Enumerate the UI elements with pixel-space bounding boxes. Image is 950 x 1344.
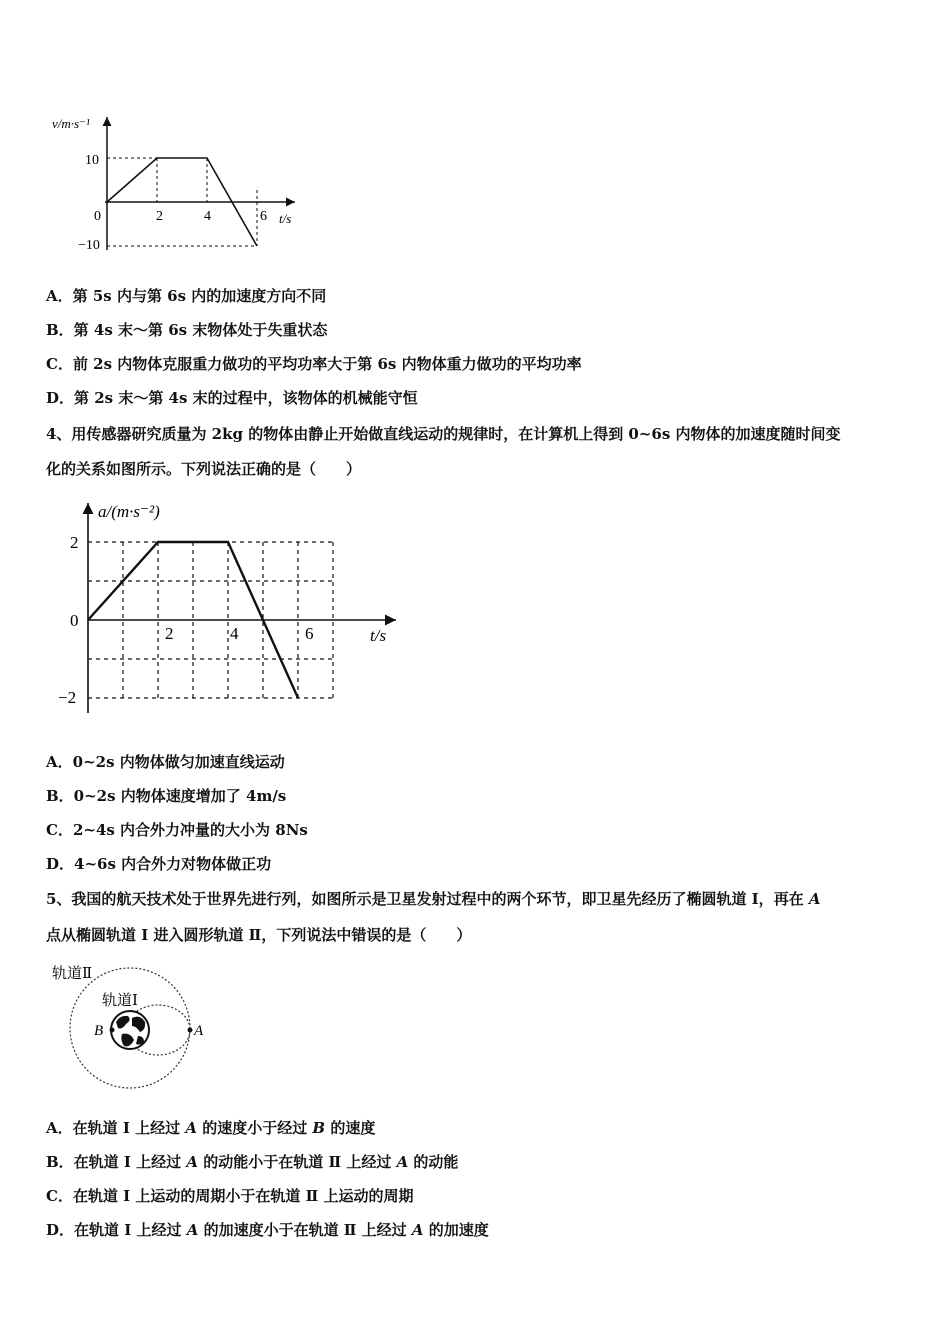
- q5-option-b-text-2: 的动能小于在轨道 Ⅱ 上经过: [198, 1153, 397, 1171]
- q5-option-c: [46, 1186, 414, 1206]
- q5-option-a-var-2: B: [312, 1119, 326, 1137]
- q5-option-b-text-3: 的动能: [408, 1153, 459, 1171]
- q4-x-label: t/s: [370, 626, 387, 645]
- q3-origin-label: 0: [94, 209, 101, 224]
- q4-option-a: A．0~2s 内物体做匀加速直线运动: [46, 753, 285, 771]
- q3-x-tick-4: 4: [204, 209, 211, 224]
- q3-option-a: A．第 5s 内与第 6s 内的加速度方向不同: [46, 287, 327, 305]
- q5-stem-point-a: A: [808, 890, 821, 908]
- q5-option-a-text-3: 的速度: [325, 1119, 376, 1137]
- q3-y-label: v/m·s⁻¹: [52, 116, 90, 131]
- q3-x-tick-2: 2: [156, 209, 163, 224]
- point-b-dot: [110, 1028, 115, 1033]
- q5-option-b-var-2: A: [396, 1153, 409, 1171]
- q4-x-tick-4: 4: [230, 624, 239, 643]
- q4-graph-svg: [50, 495, 410, 720]
- orbit-2-label: 轨道Ⅱ: [52, 966, 93, 982]
- point-a-dot: [188, 1028, 193, 1033]
- q5-option-a-text-1: A．在轨道 I 上经过: [46, 1119, 186, 1137]
- q5-orbit-svg: [48, 960, 218, 1095]
- q5-option-d-text-2: 的加速度小于在轨道 Ⅱ 上经过: [198, 1221, 412, 1239]
- q4-y-tick-neg2: −2: [58, 688, 77, 707]
- q5-option-d-var-1: A: [186, 1221, 199, 1239]
- q5-stem-text: 5、我国的航天技术处于世界先进行列，如图所示是卫星发射过程中的两个环节，即卫星先经历了椭圆轨道 I，再在: [46, 890, 809, 908]
- q5-stem-line1: [46, 889, 821, 909]
- q5-orbit-figure: [48, 960, 218, 1095]
- q3-y-tick-neg10: −10: [78, 238, 100, 253]
- q3-graph-svg: [50, 112, 310, 257]
- earth-icon: [111, 1011, 149, 1049]
- q4-option-c: C．2~4s 内合外力冲量的大小为 8Ns: [46, 821, 308, 839]
- q4-acceleration-graph: [50, 495, 410, 720]
- q3-x-tick-6: 6: [260, 209, 267, 224]
- q5-option-d-text-3: 的加速度: [423, 1221, 489, 1239]
- q5-stem-line2: 点从椭圆轨道 I 进入圆形轨道 Ⅱ，下列说法中错误的是（ ）: [46, 926, 472, 944]
- q5-option-b: [46, 1152, 458, 1172]
- q3-option-d: D．第 2s 末～第 4s 末的过程中，该物体的机械能守恒: [46, 389, 418, 407]
- q5-option-c-text-1: C．在轨道 I 上运动的周期小于在轨道 Ⅱ 上运动的周期: [46, 1187, 414, 1205]
- q4-stem-line2: 化的关系如图所示。下列说法正确的是（ ）: [46, 460, 362, 478]
- q4-stem-line1: 4、用传感器研究质量为 2kg 的物体由静止开始做直线运动的规律时，在计算机上得到 0~6s 内物体的加速度随时间变: [46, 425, 841, 443]
- q4-origin-label: 0: [70, 611, 79, 630]
- point-b-label: B: [94, 1023, 104, 1039]
- q5-option-a-text-2: 的速度小于经过: [196, 1119, 313, 1137]
- q4-option-d: D．4~6s 内合外力对物体做正功: [46, 855, 272, 873]
- q3-option-b: B．第 4s 末～第 6s 末物体处于失重状态: [46, 321, 328, 339]
- q4-option-b: B．0~2s 内物体速度增加了 4m/s: [46, 787, 287, 805]
- q4-x-tick-6: 6: [305, 624, 314, 643]
- q3-velocity-graph: [50, 112, 310, 257]
- q5-option-d: [46, 1220, 489, 1240]
- q5-option-d-text-1: D．在轨道 I 上经过: [46, 1221, 187, 1239]
- q3-y-tick-10: 10: [85, 153, 99, 168]
- q4-x-tick-2: 2: [165, 624, 174, 643]
- q5-option-a: [46, 1118, 375, 1138]
- q5-option-a-var-1: A: [185, 1119, 197, 1137]
- q4-y-label: a/(m·s⁻²): [98, 502, 160, 521]
- q3-x-label: t/s: [279, 211, 292, 226]
- q5-option-d-var-2: A: [411, 1221, 424, 1239]
- q4-y-tick-2: 2: [70, 533, 79, 552]
- point-a-label: A: [194, 1023, 204, 1039]
- q3-option-c: C．前 2s 内物体克服重力做功的平均功率大于第 6s 内物体重力做功的平均功率: [46, 355, 582, 373]
- q5-option-b-var-1: A: [186, 1153, 199, 1171]
- orbit-1-label: 轨道Ⅰ: [102, 993, 138, 1009]
- q5-option-b-text-1: B．在轨道 I 上经过: [46, 1153, 187, 1171]
